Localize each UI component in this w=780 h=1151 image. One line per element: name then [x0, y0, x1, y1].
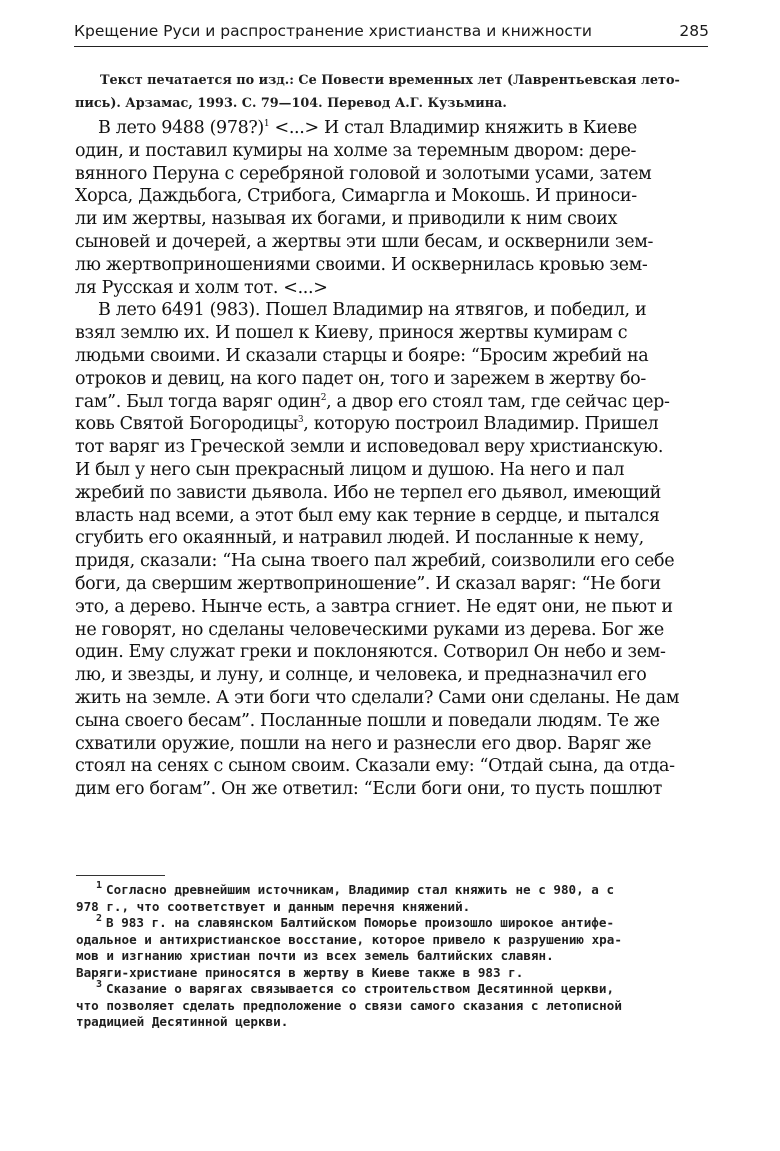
footnote-rule: [76, 875, 165, 876]
text-line: сына своего бесам”. Посланные пошли и поведали людям. Те же: [75, 710, 660, 731]
text-line: жить на земле. А эти боги что сделали? Сами они сделаны. Не дам: [75, 687, 680, 708]
footnote-ref[interactable]: 1: [263, 119, 270, 129]
text-line: И был у него сын прекрасный лицом и душою. На него и пал: [75, 459, 625, 480]
text-line: не говорят, но сделаны человеческими руками из дерева. Бог же: [75, 619, 664, 640]
text-fragment: В лето 9488 (978?): [98, 118, 264, 138]
footnote-number: 2: [96, 913, 103, 924]
text-line: дим его богам”. Он же ответил: “Если боги они, то пусть пошлют: [75, 779, 662, 800]
footnote-line: Варяги-христиане приносятся в жертву в Киеве также в 983 г.: [76, 964, 524, 980]
text-line: стоял на сенях с сыном своим. Сказали ему: “Отдай сына, да отда-: [75, 756, 675, 777]
text-line: [98, 117, 710, 140]
footnote-line: [76, 981, 708, 998]
text-fragment: Сказание о варягах связывается со строительством Десятинной церкви,: [106, 981, 615, 996]
source-note: [75, 71, 706, 117]
source-note-line: пись). Арзамас, 1993. С. 79—104. Перевод А.Г. Кузьмина.: [75, 95, 507, 111]
footnote-number: 3: [96, 979, 103, 990]
running-header: [74, 22, 709, 44]
footnote-line: одальное и антихристианское восстание, которое привело к разрушению хра-: [76, 931, 622, 947]
text-line: боги, да свершим жертвоприношение”. И сказал варяг: “Не боги: [75, 573, 661, 594]
text-line: людьми своими. И сказали старцы и бояре: “Бросим жребий на: [75, 345, 649, 366]
footnote-line: [76, 915, 708, 932]
text-line: В лето 6491 (983). Пошел Владимир на ятвягов, и победил, и: [98, 300, 647, 321]
text-line: лю жертвоприношениями своими. И осквернилась кровью зем-: [75, 254, 648, 275]
header-rule: [74, 46, 708, 47]
text-line: лю, и звезды, и луну, и солнце, и человека, и предназначил его: [75, 665, 647, 686]
text-fragment: , а двор его стоял там, где сейчас цер-: [326, 391, 670, 412]
main-text: [75, 117, 710, 801]
text-line: взял землю их. И пошел к Киеву, принося жертвы кумирам с: [75, 323, 628, 344]
text-fragment: Согласно древнейшим источникам, Владимир стал княжить не с 980, а с: [106, 882, 615, 897]
text-line: [75, 413, 710, 436]
footnote-line: 978 г., что соответствует и данным перечня княжений.: [76, 898, 471, 914]
text-fragment: В 983 г. на славянском Балтийском Поморье произошло широкое антифе-: [106, 915, 615, 930]
text-line: [75, 391, 710, 414]
page-number: 285: [679, 22, 709, 40]
text-line: один. Ему служат греки и поклоняются. Сотворил Он небо и зем-: [75, 642, 666, 663]
text-line: сыновей и дочерей, а жертвы эти шли бесам, и осквернили зем-: [75, 231, 654, 252]
text-fragment: <...> И стал Владимир княжить в Киеве: [269, 118, 637, 138]
text-line: придя, сказали: “На сына твоего пал жребий, соизволили его себе: [75, 551, 675, 572]
text-line: это, а дерево. Нынче есть, а завтра сгниет. Не едят они, не пьют и: [75, 596, 673, 617]
text-line: ли им жертвы, называя их богами, и приводили к ним своих: [75, 209, 618, 230]
source-note-line: Текст печатается по изд.: Се Повести временных лет (Лаврентьевская лето-: [100, 73, 680, 88]
text-fragment: гам”. Был тогда варяг один: [75, 391, 321, 412]
text-line: Хорса, Даждьбога, Стрибога, Симаргла и Мокошь. И приноси-: [75, 186, 637, 207]
text-line: жребий по зависти дьявола. Ибо не терпел его дьявол, имеющий: [75, 482, 661, 503]
text-line: схватили оружие, пошли на него и разнесли его двор. Варяг же: [75, 733, 652, 754]
footnote-line: традицией Десятинной церкви.: [76, 1014, 289, 1029]
text-line: власть над всеми, а этот был ему как терние в сердце, и пытался: [75, 505, 660, 526]
text-line: сгубить его окаянный, и натравил людей. И посланные к нему,: [75, 528, 644, 549]
text-line: тот варяг из Греческой земли и исповедовал веру христианскую.: [75, 437, 664, 458]
text-line: ля Русская и холм тот. <...>: [75, 277, 328, 298]
text-line: один, и поставил кумиры на холме за теремным двором: дере-: [75, 140, 637, 161]
footnote-line: что позволяет сделать предположение о связи самого сказания с летописной: [76, 997, 622, 1013]
footnote-line: мов и изгнанию христиан почти из всех земель балтийских славян.: [76, 948, 554, 963]
footnote-ref[interactable]: 2: [320, 392, 327, 403]
footnotes: [76, 882, 708, 1031]
text-fragment: ковь Святой Богородицы: [75, 414, 298, 435]
footnote-number: 1: [96, 880, 103, 891]
text-line: отроков и девиц, на кого падет он, того и зарежем в жертву бо-: [75, 368, 646, 389]
text-fragment: , которую построил Владимир. Пришел: [303, 414, 659, 435]
footnote-ref[interactable]: 3: [297, 415, 304, 426]
text-line: вянного Перуна с серебряной головой и золотыми усами, затем: [75, 163, 652, 184]
footnote-line: [76, 882, 708, 899]
running-title: Крещение Руси и распространение христианства и книжности: [74, 22, 593, 40]
